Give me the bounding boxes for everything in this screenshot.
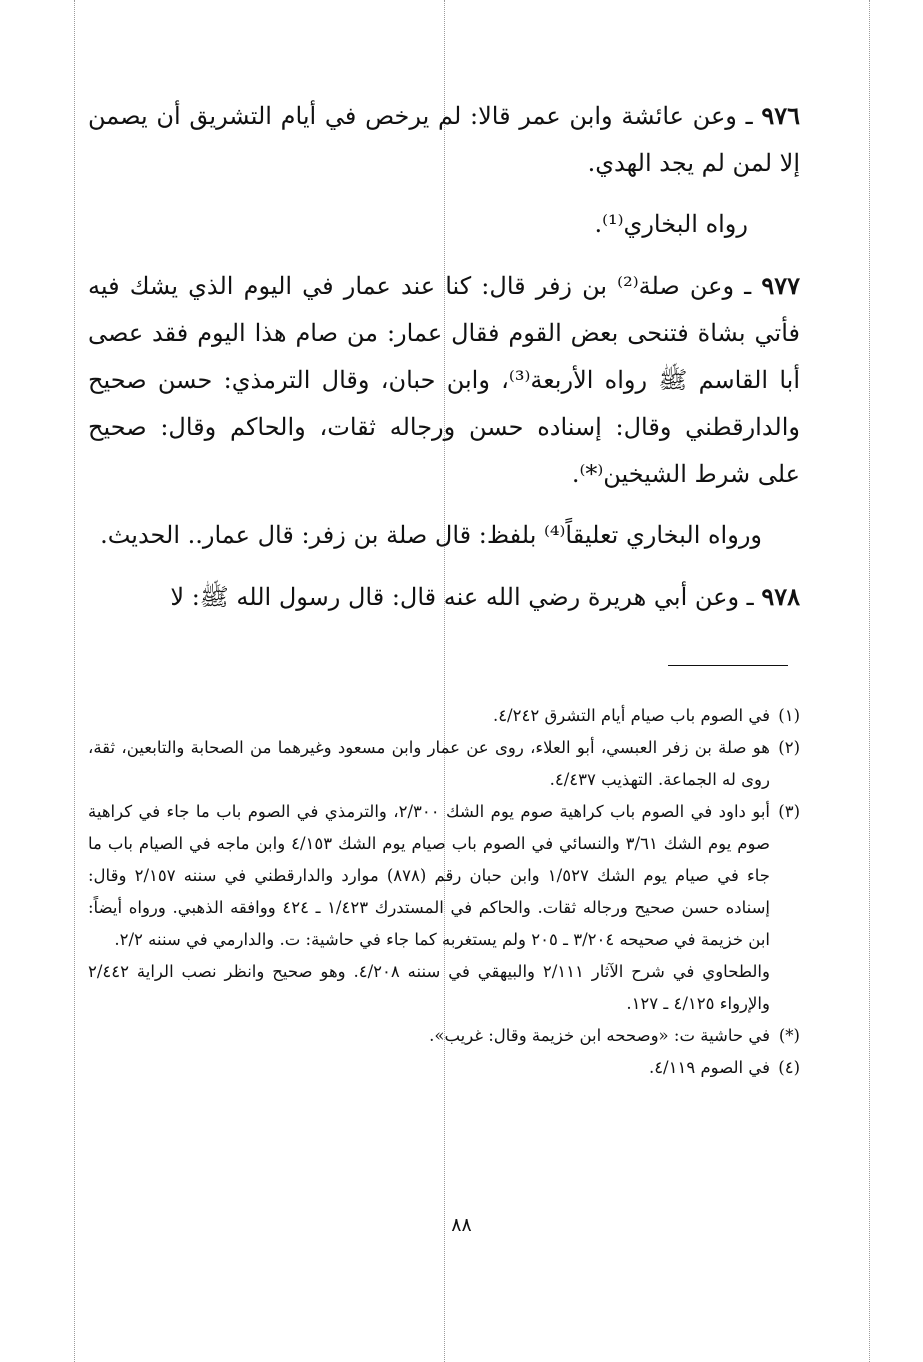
page-body: [88, 92, 800, 1084]
margin-guide-right: [869, 0, 870, 1362]
footnote-text: في الصوم ٤/١١٩.: [648, 1058, 770, 1077]
footnote: [88, 700, 800, 732]
footnote-text: في حاشية ت: «وصححه ابن خزيمة وقال: غريب».: [429, 1026, 770, 1045]
footnote-text: في الصوم باب صيام أيام التشرق ٤/٢٤٢.: [492, 706, 770, 725]
footnotes: [88, 700, 800, 1084]
footnote-separator: [668, 665, 788, 666]
footnote-marker: (٤): [778, 1058, 800, 1077]
footnote-marker: (٣): [778, 802, 800, 821]
footnote-text: هو صلة بن زفر العبسي، أبو العلاء، روى عن عمار وابن مسعود وغيرهما من الصحابة والتابعين، ثقة، روى له الجماعة. التهذيب ٤/٤٣٧.: [88, 738, 770, 789]
hadith-text: ـ وعن صلة⁽²⁾ بن زفر قال: كنا عند عمار في اليوم الذي يشك فيه فأتي بشاة فتنحى بعض القوم فقال عمار: من صام هذا اليوم فقد عصى أبا القاسم ﷺ رواه الأربعة⁽³⁾، وابن حبان، وقال الترمذي: حسن صحيح والدارقطني وقال: إسناده حسن ورجاله ثقات، والحاكم وقال: صحيح على شرط الشيخين⁽*⁾.: [88, 272, 800, 488]
footnote: [88, 1020, 800, 1052]
footnote: [88, 1052, 800, 1084]
hadith-976: [88, 92, 800, 187]
source-note: ورواه البخاري تعليقاً⁽⁴⁾ بلفظ: قال صلة بن زفر: قال عمار.. الحديث.: [100, 521, 762, 549]
hadith-978: [88, 573, 800, 621]
page-number: ٨٨: [451, 1214, 472, 1236]
footnote-marker: (١): [778, 706, 800, 725]
footnote: [88, 796, 800, 956]
footnote: [88, 732, 800, 796]
footnote-marker: (٢): [778, 738, 800, 757]
footnote-text: أبو داود في الصوم باب كراهية صوم يوم الشك ٢/٣٠٠، والترمذي في الصوم باب ما جاء في كراهية صوم يوم الشك ٣/٦١ والنسائي في الصوم باب صيام يوم الشك ٤/١٥٣ وابن ماجه في الصيام باب ما جاء في صيام يوم الشك ١/٥٢٧ وابن حبان رقم (٨٧٨) موارد والدارقطني في سننه ٢/١٥٧ وقال: إسناده حسن صحيح ورجاله ثقات. والحاكم في المستدرك ١/٤٢٣ ـ ٤٢٤ ووافقه الذهبي. ورواه أيضاً: ابن خزيمة في صحيحه ٣/٢٠٤ ـ ٢٠٥ ولم يستغربه كما جاء في حاشية: ت. والدارمي في سننه ٢/٢.: [88, 802, 771, 949]
footnote-marker: (*): [778, 1026, 800, 1045]
source-note: رواه البخاري⁽¹⁾.: [594, 210, 748, 238]
hadith-number: ٩٧٨: [761, 582, 800, 611]
hadith-number: ٩٧٧: [761, 271, 800, 300]
hadith-977: [88, 262, 800, 498]
hadith-text: ـ وعن عائشة وابن عمر قالا: لم يرخص في أيام التشريق أن يصمن إلا لمن لم يجد الهدي.: [88, 102, 800, 177]
hadith-text: ـ وعن أبي هريرة رضي الله عنه قال: قال رسول الله ﷺ: لا: [170, 583, 762, 611]
margin-guide-left: [74, 0, 75, 1362]
footnote-continuation: والطحاوي في شرح الآثار ٢/١١١ والبيهقي في سننه ٤/٢٠٨. وهو صحيح وانظر نصب الراية ٢/٤٤٢ والإرواء ٤/١٢٥ ـ ١٢٧.: [88, 962, 770, 1013]
hadith-number: ٩٧٦: [761, 101, 800, 130]
